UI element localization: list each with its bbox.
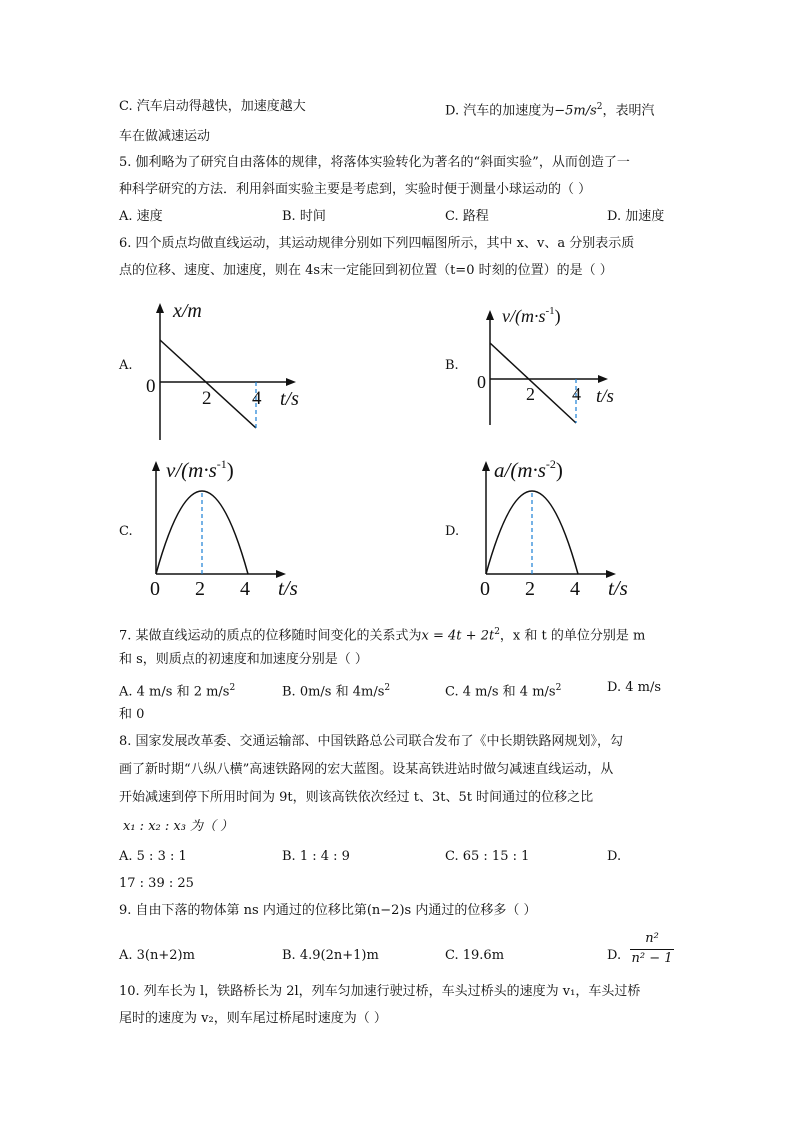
q4-option-d: D. 汽车的加速度为$-5m/s^2$，表明汽	[445, 102, 655, 119]
q7-stem-line2: 和 s，则质点的初速度和加速度分别是（ ）	[119, 652, 368, 667]
q7-option-c: C. 4 m/s 和 4 $m/s^2$	[445, 683, 562, 700]
q8-stem-line2: 画了新时期“八纵八横”高速铁路网的宏大蓝图。设某高铁进站时做匀减速直线运动，从	[119, 762, 614, 777]
graph-a	[140, 295, 310, 445]
graph-a-line	[160, 340, 256, 428]
q7-stem-line1: 7. 某做直线运动的质点的位移随时间变化的关系式为$x = 4t + 2t^2$，x 和 t 的单位分别是 m	[119, 627, 646, 644]
q6-stem-line1: 6. 四个质点均做直线运动，其运动规律分别如下列四幅图所示，其中 x、v、a 分别表示质	[119, 236, 635, 251]
q7-option-b: B. 0m/s 和 $4m/s^2$	[282, 683, 391, 700]
q7-option-d-continued: 和 0	[119, 707, 145, 722]
graph-c	[140, 455, 315, 603]
graph-a-t-arrow	[286, 378, 296, 386]
graph-c-tick-4: 4	[240, 578, 250, 600]
graph-c-y-arrow	[152, 461, 160, 471]
q8-stem-line3: 开始减速到停下所用时间为 9t，则该高铁依次经过 t、3t、5t 时间通过的位移之比	[119, 790, 594, 805]
graph-c-label: C.	[119, 524, 133, 539]
graph-c-tlabel: t/s	[278, 576, 298, 600]
q10-stem-line1: 10. 列车长为 l，铁路桥长为 2l，列车匀加速行驶过桥，车头过桥头的速度为 v₁，车头过桥	[119, 984, 641, 999]
q7-option-a: A. 4 m/s 和 2 $m/s^2$	[119, 683, 236, 700]
q9-fraction-denominator: n² − 1	[631, 951, 673, 966]
graph-b-tick-2: 2	[526, 384, 535, 404]
graph-a-ylabel: x/m	[173, 300, 202, 322]
q9-option-d: D.	[607, 948, 622, 963]
graph-a-zero: 0	[146, 376, 156, 397]
graph-d-tick-2: 2	[525, 578, 535, 600]
q9-option-c: C. 19.6m	[445, 948, 505, 963]
q5-option-d: D. 加速度	[607, 209, 665, 224]
q5-stem-line2: 种科学研究的方法．利用斜面实验主要是考虑到，实验时便于测量小球运动的（ ）	[119, 182, 592, 197]
q5-option-b: B. 时间	[282, 209, 326, 224]
q8-option-c: C. 65 : 15 : 1	[445, 849, 530, 864]
graph-b-ylabel: $v/(m\cdot s^{-1})$	[502, 305, 561, 326]
q5-option-a: A. 速度	[119, 209, 163, 224]
graph-b-zero: 0	[477, 372, 486, 392]
q6-stem-line2: 点的位移、速度、加速度，则在 4s末一定能回到初位置（t=0 时刻的位置）的是（ ）	[119, 263, 613, 278]
q9-option-b: B. 4.9(2n+1)m	[282, 948, 379, 963]
graph-d-ylabel: $a/(m\cdot s^{-2})$	[494, 457, 563, 482]
q8-option-a: A. 5 : 3 : 1	[119, 849, 187, 864]
graph-b	[470, 300, 630, 430]
q8-stem-line4: x₁ : x₂ : x₃ 为（ ）	[123, 819, 234, 834]
q9-fraction-numerator: n²	[630, 930, 674, 950]
q5-option-c: C. 路程	[445, 209, 489, 224]
graph-a-tick-4: 4	[252, 388, 262, 409]
q5-stem-line1: 5. 伽利略为了研究自由落体的规律，将落体实验转化为著名的“斜面实验”，从而创造了一	[119, 155, 630, 170]
q10-stem-line2: 尾时的速度为 v₂，则车尾过桥尾时速度为（ ）	[119, 1011, 387, 1026]
q7-option-d: D. 4 m/s	[607, 680, 662, 695]
graph-c-zero: 0	[150, 578, 160, 600]
graph-b-y-arrow	[486, 310, 494, 320]
graph-b-label: B.	[445, 358, 459, 373]
q4-option-c: C. 汽车启动得越快，加速度越大	[119, 99, 306, 114]
graph-a-tlabel: t/s	[280, 388, 299, 410]
graph-c-tick-2: 2	[195, 578, 205, 600]
q7-formula: x = 4t + 2t	[421, 628, 495, 644]
graph-d-y-arrow	[482, 461, 490, 471]
q9-option-d-fraction	[630, 930, 674, 968]
q8-option-d: D.	[607, 849, 622, 864]
graph-b-tick-4: 4	[572, 384, 581, 404]
graph-a-tick-2: 2	[202, 388, 212, 409]
graph-c-ylabel: $v/(m\cdot s^{-1})$	[166, 457, 234, 482]
graph-d-zero: 0	[480, 578, 490, 600]
q8-stem-line1: 8. 国家发展改革委、交通运输部、中国铁路总公司联合发布了《中长期铁路网规划》，勾	[119, 734, 624, 749]
graph-d-tlabel: t/s	[608, 576, 628, 600]
graph-a-y-arrow	[156, 303, 164, 313]
q4-option-d-continued: 车在做减速运动	[119, 129, 211, 144]
q4-accel-value: −5m/s	[554, 103, 597, 119]
graph-b-t-arrow	[598, 375, 608, 383]
q9-option-a: A. 3(n+2)m	[119, 948, 195, 963]
graph-d	[470, 455, 645, 603]
graph-d-tick-4: 4	[570, 578, 580, 600]
graph-a-label: A.	[119, 358, 133, 373]
q8-option-b: B. 1 : 4 : 9	[282, 849, 350, 864]
graph-b-line	[490, 343, 576, 423]
q9-stem: 9. 自由下落的物体第 ns 内通过的位移比第(n−2)s 内通过的位移多（ ）	[119, 903, 537, 918]
graph-b-tlabel: t/s	[596, 386, 614, 407]
graph-d-label: D.	[445, 524, 460, 539]
q8-option-d-continued: 17 : 39 : 25	[119, 876, 194, 891]
